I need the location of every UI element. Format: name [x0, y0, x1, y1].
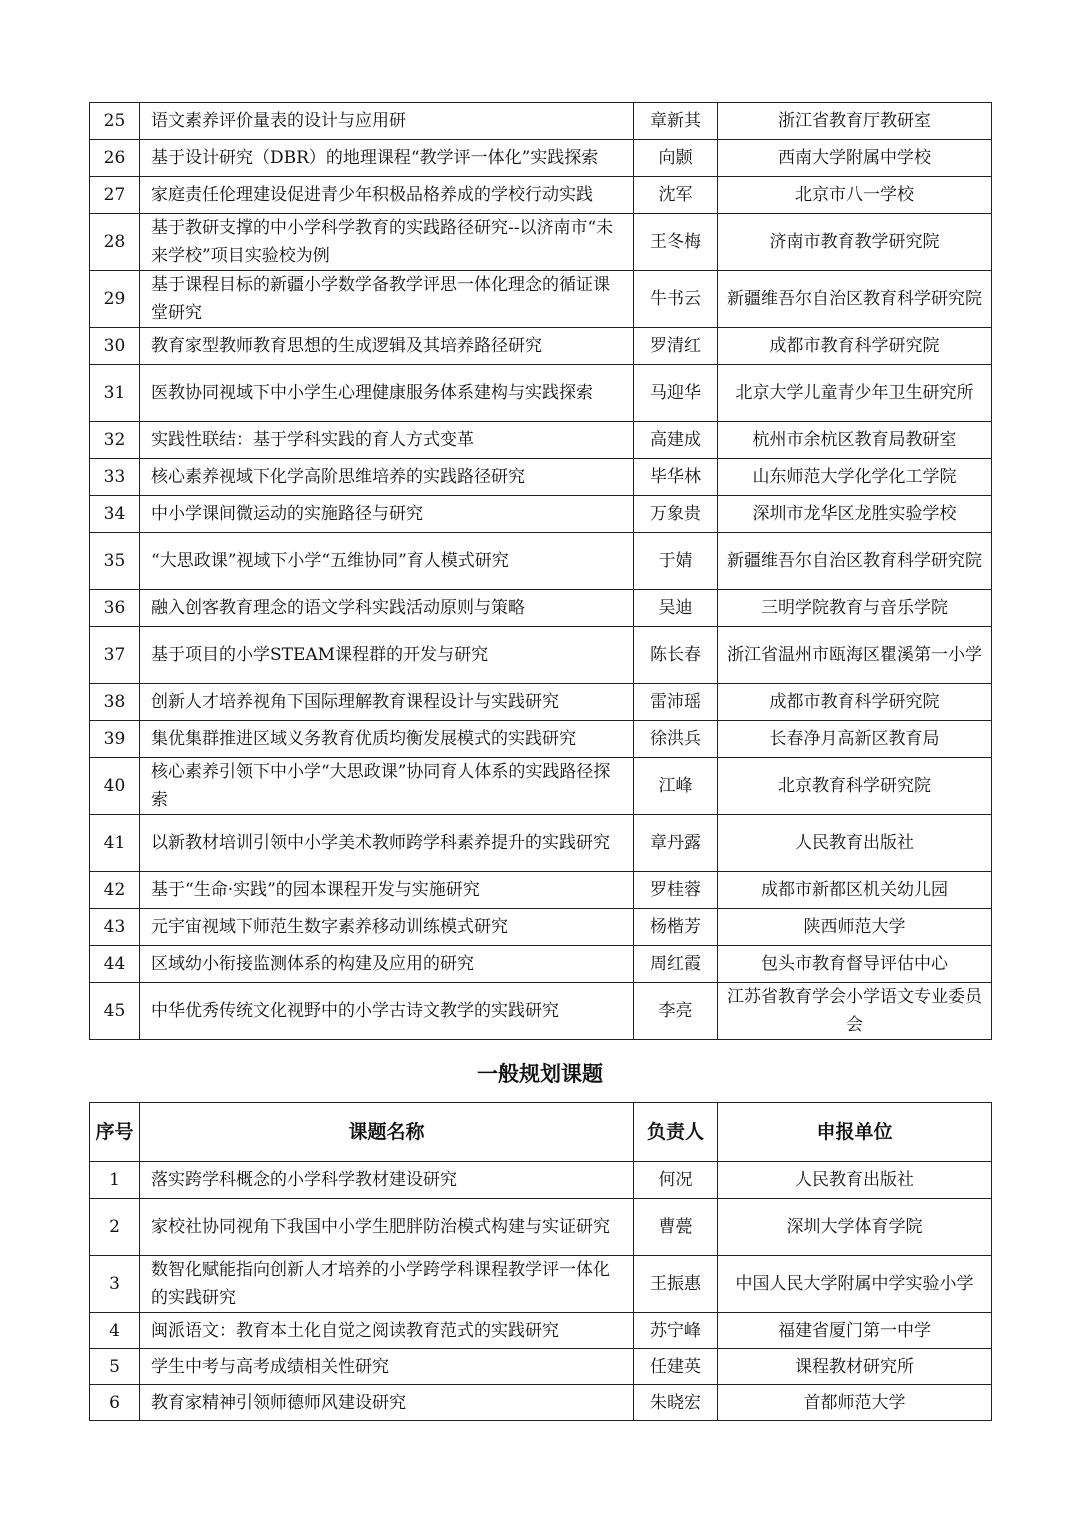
project-title: 以新教材培训引领中小学美术教师跨学科素养提升的实践研究 [140, 815, 634, 872]
table-row [90, 758, 992, 815]
project-leader: 李亮 [634, 983, 718, 1040]
project-title: 基于课程目标的新疆小学数学备教学评思一体化理念的循证课堂研究 [140, 271, 634, 328]
project-leader: 吴迪 [634, 590, 718, 627]
row-number: 4 [90, 1313, 140, 1349]
table-row [90, 422, 992, 459]
project-unit: 福建省厦门第一中学 [718, 1313, 992, 1349]
project-title: 中小学课间微运动的实施路径与研究 [140, 496, 634, 533]
table-row [90, 946, 992, 983]
project-leader: 江峰 [634, 758, 718, 815]
project-unit: 浙江省温州市瓯海区瞿溪第一小学 [718, 627, 992, 684]
project-unit: 三明学院教育与音乐学院 [718, 590, 992, 627]
table-row [90, 1162, 992, 1199]
project-unit: 北京教育科学研究院 [718, 758, 992, 815]
row-number: 43 [90, 909, 140, 946]
project-leader: 于婧 [634, 533, 718, 590]
project-leader: 王振惠 [634, 1256, 718, 1313]
project-unit: 新疆维吾尔自治区教育科学研究院 [718, 271, 992, 328]
project-unit: 深圳市龙华区龙胜实验学校 [718, 496, 992, 533]
project-title: 实践性联结：基于学科实践的育人方式变革 [140, 422, 634, 459]
table-row [90, 872, 992, 909]
project-unit: 西南大学附属中学校 [718, 140, 992, 177]
project-title: 创新人才培养视角下国际理解教育课程设计与实践研究 [140, 684, 634, 721]
project-unit: 成都市新都区机关幼儿园 [718, 872, 992, 909]
header-unit: 申报单位 [718, 1103, 992, 1162]
project-unit: 江苏省教育学会小学语文专业委员会 [718, 983, 992, 1040]
project-unit: 陕西师范大学 [718, 909, 992, 946]
row-number: 35 [90, 533, 140, 590]
project-title: 核心素养引领下中小学“大思政课”协同育人体系的实践路径探索 [140, 758, 634, 815]
project-leader: 高建成 [634, 422, 718, 459]
row-number: 31 [90, 365, 140, 422]
project-leader: 牛书云 [634, 271, 718, 328]
key-projects-body [90, 103, 992, 1040]
general-projects-header [90, 1103, 992, 1162]
project-unit: 中国人民大学附属中学实验小学 [718, 1256, 992, 1313]
project-leader: 马迎华 [634, 365, 718, 422]
project-unit: 课程教材研究所 [718, 1349, 992, 1385]
project-title: 核心素养视域下化学高阶思维培养的实践路径研究 [140, 459, 634, 496]
project-leader: 周红霞 [634, 946, 718, 983]
project-unit: 成都市教育科学研究院 [718, 684, 992, 721]
row-number: 38 [90, 684, 140, 721]
table-row [90, 459, 992, 496]
project-title: 融入创客教育理念的语文学科实践活动原则与策略 [140, 590, 634, 627]
project-unit: 济南市教育教学研究院 [718, 214, 992, 271]
header-row [90, 1103, 992, 1162]
project-title: 基于项目的小学STEAM课程群的开发与研究 [140, 627, 634, 684]
row-number: 45 [90, 983, 140, 1040]
project-leader: 章新其 [634, 103, 718, 140]
project-unit: 山东师范大学化学化工学院 [718, 459, 992, 496]
project-unit: 人民教育出版社 [718, 815, 992, 872]
table-row [90, 1349, 992, 1385]
project-leader: 罗清红 [634, 328, 718, 365]
row-number: 41 [90, 815, 140, 872]
project-title: 学生中考与高考成绩相关性研究 [140, 1349, 634, 1385]
project-unit: 北京大学儿童青少年卫生研究所 [718, 365, 992, 422]
row-number: 32 [90, 422, 140, 459]
key-projects-table [89, 102, 992, 1040]
project-leader: 任建英 [634, 1349, 718, 1385]
project-title: 落实跨学科概念的小学科学教材建设研究 [140, 1162, 634, 1199]
project-title: 数智化赋能指向创新人才培养的小学跨学科课程教学评一体化的实践研究 [140, 1256, 634, 1313]
project-title: 区域幼小衔接监测体系的构建及应用的研究 [140, 946, 634, 983]
table-row [90, 1385, 992, 1421]
table-row [90, 684, 992, 721]
project-leader: 毕华林 [634, 459, 718, 496]
row-number: 39 [90, 721, 140, 758]
row-number: 28 [90, 214, 140, 271]
row-number: 29 [90, 271, 140, 328]
project-title: 闽派语文：教育本土化自觉之阅读教育范式的实践研究 [140, 1313, 634, 1349]
table-row [90, 140, 992, 177]
table-row [90, 1199, 992, 1256]
row-number: 27 [90, 177, 140, 214]
header-seq: 序号 [90, 1103, 140, 1162]
row-number: 6 [90, 1385, 140, 1421]
table-row [90, 909, 992, 946]
row-number: 30 [90, 328, 140, 365]
project-title: “大思政课”视域下小学“五维协同”育人模式研究 [140, 533, 634, 590]
section-title: 一般规划课题 [477, 1062, 603, 1086]
row-number: 33 [90, 459, 140, 496]
project-unit: 首都师范大学 [718, 1385, 992, 1421]
row-number: 1 [90, 1162, 140, 1199]
project-leader: 罗桂蓉 [634, 872, 718, 909]
project-title: 中华优秀传统文化视野中的小学古诗文教学的实践研究 [140, 983, 634, 1040]
project-leader: 杨楷芳 [634, 909, 718, 946]
project-title: 家校社协同视角下我国中小学生肥胖防治模式构建与实证研究 [140, 1199, 634, 1256]
row-number: 25 [90, 103, 140, 140]
row-number: 36 [90, 590, 140, 627]
project-leader: 章丹露 [634, 815, 718, 872]
table-row [90, 815, 992, 872]
project-title: 基于设计研究（DBR）的地理课程“教学评一体化”实践探索 [140, 140, 634, 177]
table-row [90, 1256, 992, 1313]
project-unit: 成都市教育科学研究院 [718, 328, 992, 365]
project-title: 家庭责任伦理建设促进青少年积极品格养成的学校行动实践 [140, 177, 634, 214]
project-unit: 长春净月高新区教育局 [718, 721, 992, 758]
project-title: 集优集群推进区域义务教育优质均衡发展模式的实践研究 [140, 721, 634, 758]
project-title: 医教协同视域下中小学生心理健康服务体系建构与实践探索 [140, 365, 634, 422]
row-number: 5 [90, 1349, 140, 1385]
general-projects-body [90, 1162, 992, 1421]
project-leader: 向颢 [634, 140, 718, 177]
project-unit: 新疆维吾尔自治区教育科学研究院 [718, 533, 992, 590]
project-leader: 何况 [634, 1162, 718, 1199]
table-row [90, 533, 992, 590]
project-leader: 曹甍 [634, 1199, 718, 1256]
project-unit: 北京市八一学校 [718, 177, 992, 214]
row-number: 26 [90, 140, 140, 177]
project-leader: 苏宁峰 [634, 1313, 718, 1349]
table-row [90, 983, 992, 1040]
project-unit: 浙江省教育厅教研室 [718, 103, 992, 140]
row-number: 34 [90, 496, 140, 533]
table-row [90, 365, 992, 422]
table-row [90, 271, 992, 328]
table-row [90, 214, 992, 271]
row-number: 37 [90, 627, 140, 684]
general-projects-table [89, 1102, 992, 1421]
project-unit: 人民教育出版社 [718, 1162, 992, 1199]
table-row [90, 177, 992, 214]
table-row [90, 496, 992, 533]
project-leader: 万象贵 [634, 496, 718, 533]
project-leader: 陈长春 [634, 627, 718, 684]
table-row [90, 627, 992, 684]
table-row [90, 721, 992, 758]
table-row [90, 328, 992, 365]
table-row [90, 103, 992, 140]
row-number: 42 [90, 872, 140, 909]
project-title: 基于教研支撑的中小学科学教育的实践路径研究--以济南市“未来学校”项目实验校为例 [140, 214, 634, 271]
project-unit: 杭州市余杭区教育局教研室 [718, 422, 992, 459]
row-number: 40 [90, 758, 140, 815]
project-title: 语文素养评价量表的设计与应用研 [140, 103, 634, 140]
row-number: 3 [90, 1256, 140, 1313]
table-row [90, 590, 992, 627]
project-leader: 徐洪兵 [634, 721, 718, 758]
project-title: 教育家精神引领师德师风建设研究 [140, 1385, 634, 1421]
header-title: 课题名称 [140, 1103, 634, 1162]
project-leader: 朱晓宏 [634, 1385, 718, 1421]
header-person: 负责人 [634, 1103, 718, 1162]
table-row [90, 1313, 992, 1349]
project-leader: 沈军 [634, 177, 718, 214]
project-title: 元宇宙视域下师范生数字素养移动训练模式研究 [140, 909, 634, 946]
project-leader: 王冬梅 [634, 214, 718, 271]
project-leader: 雷沛瑶 [634, 684, 718, 721]
project-title: 教育家型教师教育思想的生成逻辑及其培养路径研究 [140, 328, 634, 365]
row-number: 2 [90, 1199, 140, 1256]
project-unit: 深圳大学体育学院 [718, 1199, 992, 1256]
project-unit: 包头市教育督导评估中心 [718, 946, 992, 983]
row-number: 44 [90, 946, 140, 983]
project-title: 基于“生命·实践”的园本课程开发与实施研究 [140, 872, 634, 909]
